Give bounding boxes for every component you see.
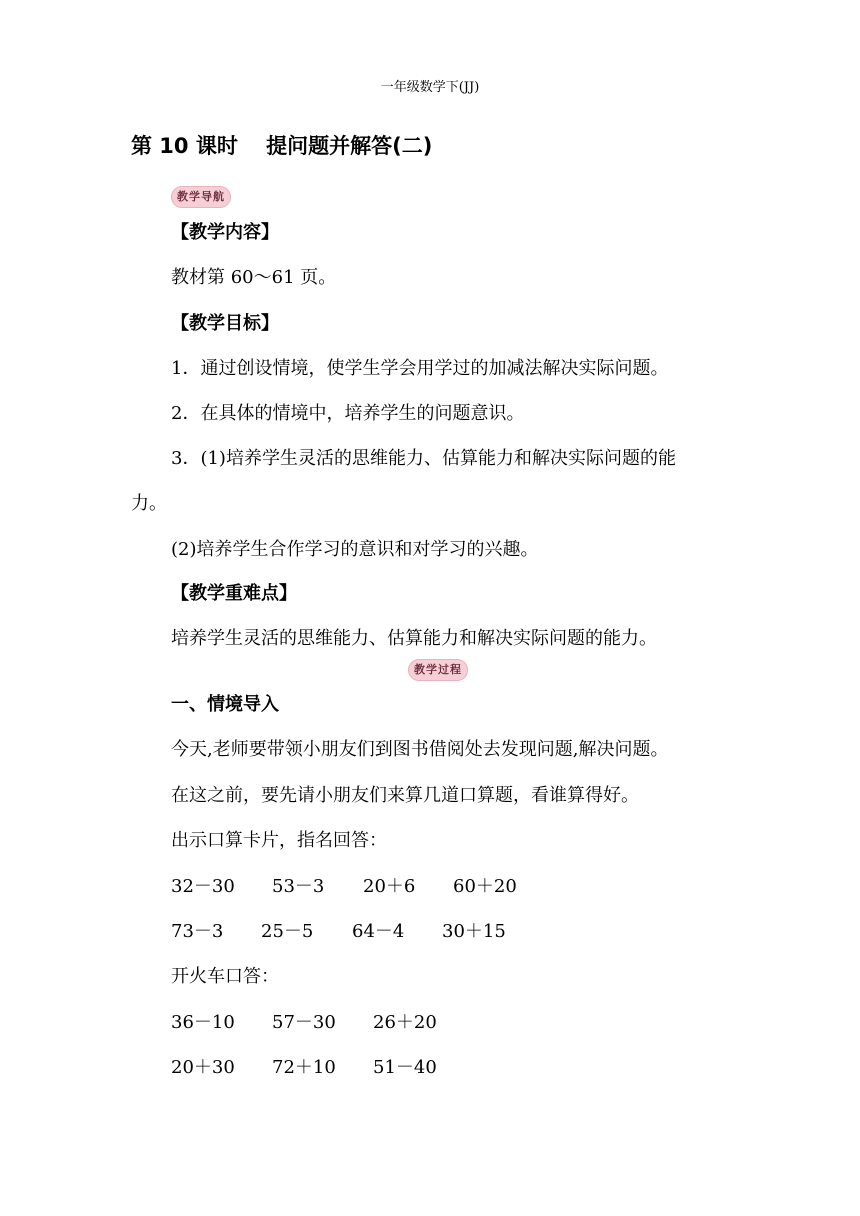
intro-line-1: 今天,老师要带领小朋友们到图书借阅处去发现问题,解决问题。 xyxy=(171,739,669,760)
key-points-heading: 【教学重难点】 xyxy=(171,583,297,604)
intro-line-4: 开火车口答： xyxy=(171,966,279,987)
expression: 26＋20 xyxy=(373,1012,437,1033)
key-points-text: 培养学生灵活的思维能力、估算能力和解决实际问题的能力。 xyxy=(171,628,657,649)
expression: 60＋20 xyxy=(453,876,517,897)
lesson-title: 第 10 课时 提问题并解答(二) xyxy=(131,134,433,158)
intro-heading: 一、情境导入 xyxy=(171,694,279,715)
goal-item-3-continuation: 力。 xyxy=(131,493,167,514)
expression: 57－30 xyxy=(272,1012,336,1033)
page-header: 一年级数学下(JJ) xyxy=(380,80,480,95)
expression: 73－3 xyxy=(171,921,224,942)
expression: 20＋6 xyxy=(363,876,416,897)
teaching-content-heading: 【教学内容】 xyxy=(171,222,279,243)
expression: 25－5 xyxy=(261,921,314,942)
teaching-content-text: 教材第 60～61 页。 xyxy=(171,267,337,288)
expression: 51－40 xyxy=(373,1057,437,1078)
goal-item-3: 3．(1)培养学生灵活的思维能力、估算能力和解决实际问题的能 xyxy=(171,448,676,469)
intro-line-3: 出示口算卡片，指名回答： xyxy=(171,830,387,851)
expression: 64－4 xyxy=(352,921,405,942)
intro-line-2: 在这之前，要先请小朋友们来算几道口算题，看谁算得好。 xyxy=(171,785,639,806)
goal-item-2: 2．在具体的情境中，培养学生的问题意识。 xyxy=(171,403,525,424)
goal-item-1: 1．通过创设情境，使学生学会用学过的加减法解决实际问题。 xyxy=(171,358,669,379)
expression: 53－3 xyxy=(272,876,325,897)
teaching-goals-heading: 【教学目标】 xyxy=(171,313,279,334)
goal-item-3-sub-2: (2)培养学生合作学习的意识和对学习的兴趣。 xyxy=(171,539,539,560)
expression: 32－30 xyxy=(171,876,235,897)
expression: 72＋10 xyxy=(272,1057,336,1078)
teaching-process-badge: 教学过程 xyxy=(408,659,468,681)
expression: 36－10 xyxy=(171,1012,235,1033)
teaching-navigation-badge: 教学导航 xyxy=(171,186,231,208)
expression: 30＋15 xyxy=(442,921,506,942)
expression: 20＋30 xyxy=(171,1057,235,1078)
